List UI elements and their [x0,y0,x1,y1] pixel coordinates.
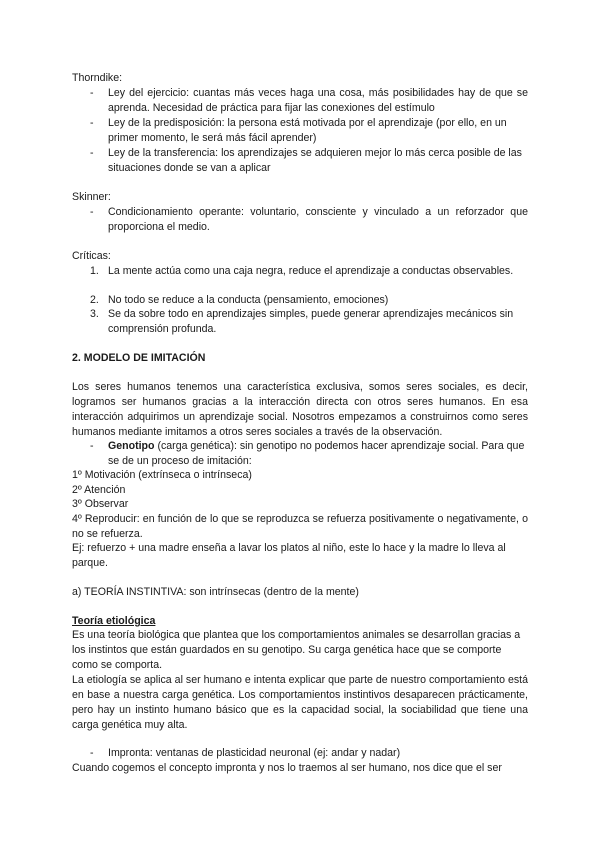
skinner-heading: Skinner: [72,191,111,203]
teoria-instintiva: a) TEORÍA INSTINTIVA: son intrínsecas (dentro de la mente) [72,586,359,598]
imitation-step: 1º Motivación (extrínseca o intrínseca) [72,469,252,481]
etiologica-last-line: Cuando cogemos el concepto impronta y nos lo traemos al ser humano, nos dice que el ser [72,762,502,774]
thorndike-law-predisposicion: Ley de la predisposición: la persona está motivada por el aprendizaje (por ello, en un primer momento, le será más fácil aprender) [108,117,507,144]
imitation-step: 2º Atención [72,484,126,496]
genotipo-term: Genotipo [108,440,155,452]
section-intro: Los seres humanos tenemos una característica exclusiva, somos seres sociales, es decir, logramos ser humanos gracias a la interacción directa con otros seres humanos. En esa interacción adquirimos un aprendizaje social. Nosotros empezamos a construirnos como seres humanos mediante imitamos a otros seres sociales a través de la observación. [72,381,528,438]
example-text: Ej: refuerzo + una madre enseña a lavar los platos al niño, este lo hace y la madre lo lleva al parque. [72,542,506,569]
etiologica-title: Teoría etiológica [72,615,156,627]
thorndike-heading: Thorndike: [72,72,123,84]
bullet-dash: - [90,147,94,159]
imitation-step: 4º Reproducir: en función de lo que se reproduzca se refuerza positivamente o negativamente, o no se refuerza. [72,513,528,540]
criticas-heading: Críticas: [72,250,111,262]
skinner-item: Condicionamiento operante: voluntario, consciente y vinculado a un reforzador que proporciona el medio. [108,206,528,233]
etiologica-paragraph-1: Es una teoría biológica que plantea que los comportamientos animales se desarrollan gracias a los instintos que están guardados en su genotipo. Su carga genética hace que se comporte como se comporta. [72,629,521,671]
list-number: 1. [90,265,99,277]
bullet-dash: - [90,747,94,759]
genotipo-item [108,439,528,469]
critica-item: No todo se reduce a la conducta (pensamiento, emociones) [108,294,389,306]
thorndike-law-transferencia: Ley de la transferencia: los aprendizajes se adquieren mejor lo más cerca posible de las situaciones donde se van a aplicar [108,147,522,174]
critica-item: La mente actúa como una caja negra, reduce el aprendizaje a conductas observables. [108,265,514,277]
list-number: 2. [90,294,99,306]
bullet-dash: - [90,87,94,99]
section-title: 2. MODELO DE IMITACIÓN [72,352,206,364]
imitation-step: 3º Observar [72,498,129,510]
critica-item: Se da sobre todo en aprendizajes simples, puede generar aprendizajes mecánicos sin comprensión profunda. [108,308,514,335]
bullet-dash: - [90,440,94,452]
thorndike-law-ejercicio: Ley del ejercicio: cuantas más veces haga una cosa, más posibilidades hay de que se aprenda. Necesidad de práctica para fijar las conexiones del estímulo [108,87,528,114]
impronta-item: Impronta: ventanas de plasticidad neuronal (ej: andar y nadar) [108,747,401,759]
etiologica-paragraph-2: La etiología se aplica al ser humano e intenta explicar que parte de nuestro comportamiento está en base a nuestra carga genética. Los comportamientos instintivos desaparecen prácticamente, pero hay un instinto humano básico que es la capacidad social, la sociabilidad que tiene una carga genética muy alta. [72,674,528,731]
bullet-dash: - [90,117,94,129]
list-number: 3. [90,308,99,320]
genotipo-definition: (carga genética): sin genotipo no podemos hacer aprendizaje social. Para que se de un proceso de imitación: [108,440,525,467]
bullet-dash: - [90,206,94,218]
